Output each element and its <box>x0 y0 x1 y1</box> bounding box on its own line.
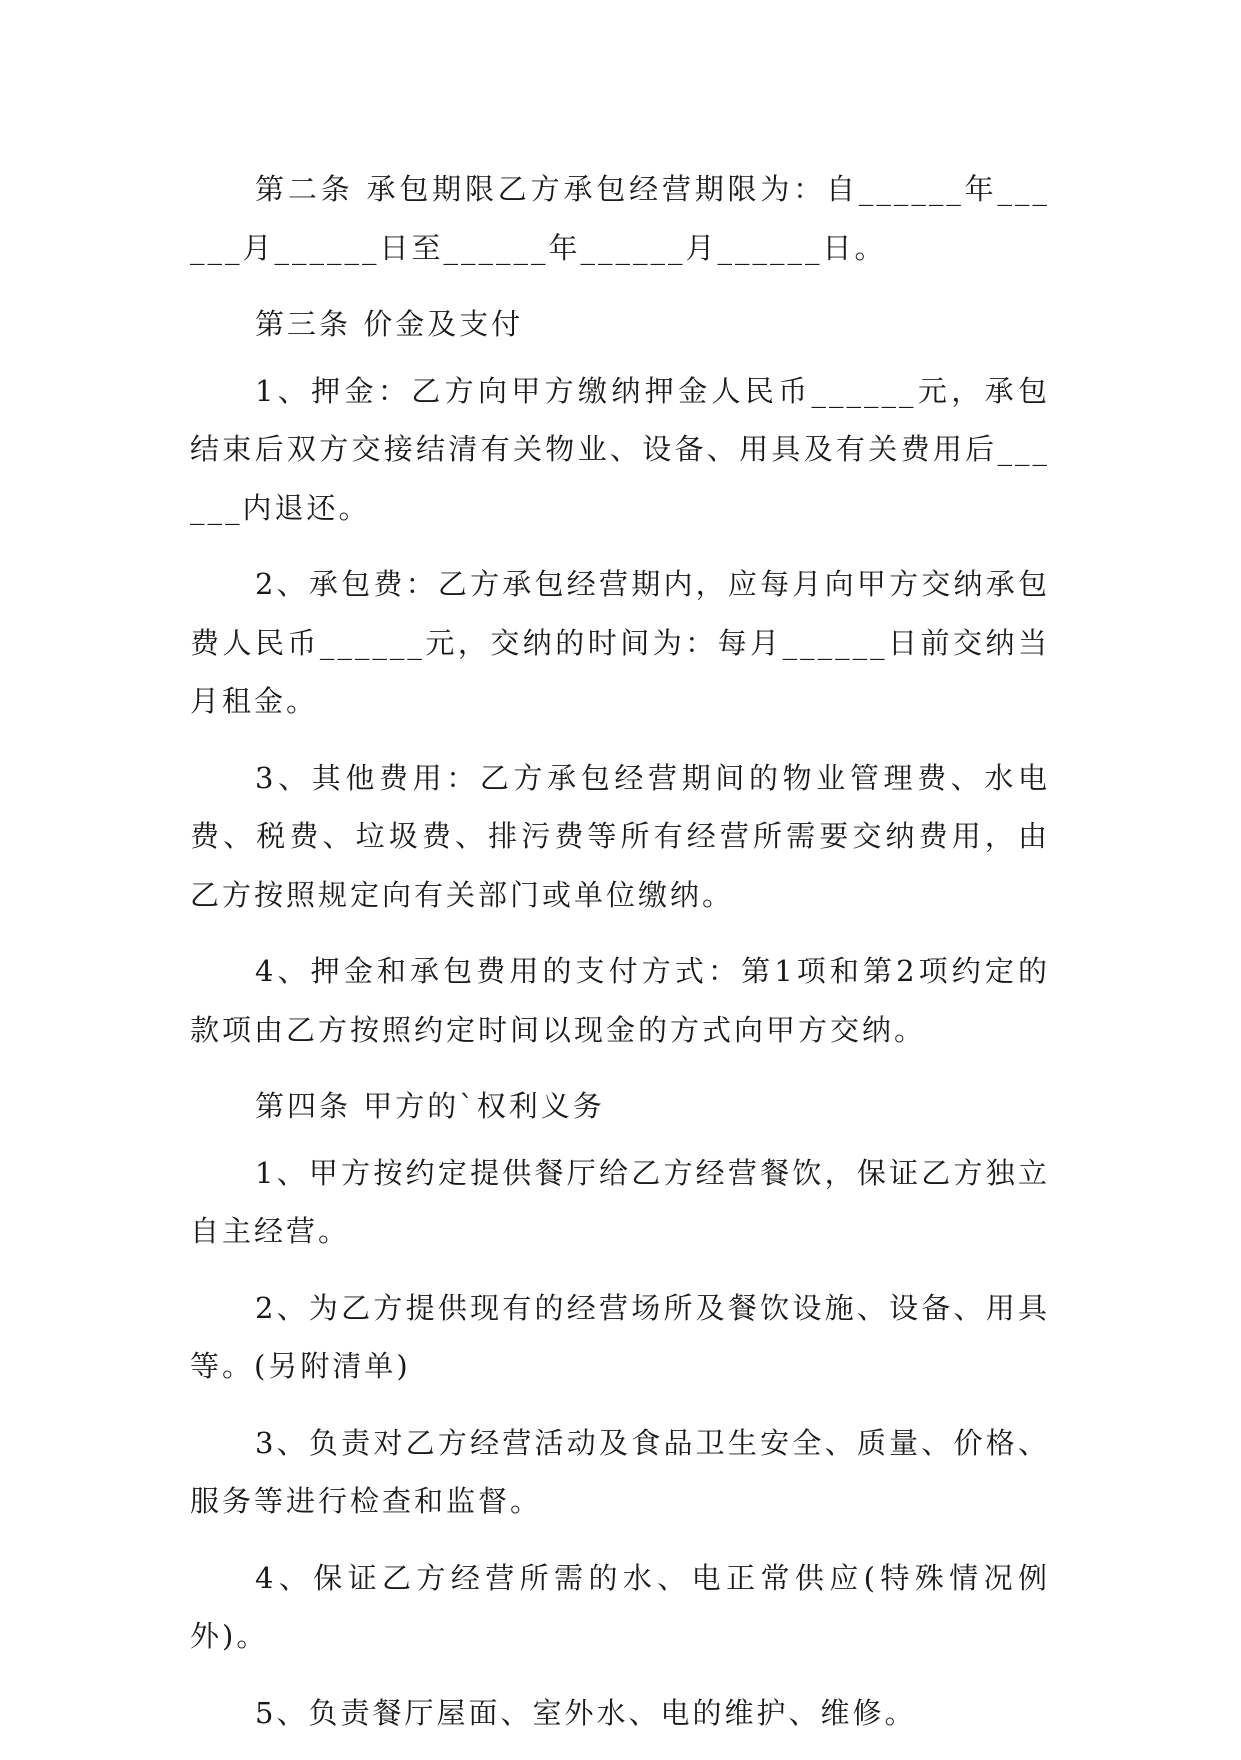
article-4-item-5: 5、负责餐厅屋面、室外水、电的维护、维修。 <box>255 1695 917 1730</box>
article-4-item-1: 1、甲方按约定提供餐厅给乙方经营餐饮，保证乙方独立自主经营。 <box>190 1155 1050 1248</box>
article-4-item-4: 4、保证乙方经营所需的水、电正常供应(特殊情况例外)。 <box>190 1560 1050 1653</box>
article-4-item-3: 3、负责对乙方经营活动及食品卫生安全、质量、价格、服务等进行检查和监督。 <box>190 1425 1050 1518</box>
document-body <box>190 160 1050 1760</box>
article-4-heading: 第四条 甲方的`权利义务 <box>255 1089 605 1123</box>
article-4-item-2: 2、为乙方提供现有的经营场所及餐饮设施、设备、用具等。(另附清单) <box>190 1290 1050 1383</box>
article-3-item-1-deposit: 1、押金：乙方向甲方缴纳押金人民币______元，承包结束后双方交接结清有关物业、设备、用具及有关费用后______内退还。 <box>190 373 1050 525</box>
article-3-item-3-other-fees: 3、其他费用：乙方承包经营期间的物业管理费、水电费、税费、垃圾费、排污费等所有经营所需要交纳费用，由乙方按照规定向有关部门或单位缴纳。 <box>190 760 1050 912</box>
article-2-term: 第二条 承包期限乙方承包经营期限为：自______年______月______日至______年______月______日。 <box>190 172 1050 265</box>
article-3-heading: 第三条 价金及支付 <box>255 307 524 341</box>
article-3-item-2-contract-fee: 2、承包费：乙方承包经营期内，应每月向甲方交纳承包费人民币______元，交纳的时间为：每月______日前交纳当月租金。 <box>190 567 1050 718</box>
article-3-item-4-payment-method: 4、押金和承包费用的支付方式：第1项和第2项约定的款项由乙方按照约定时间以现金的方式向甲方交纳。 <box>190 954 1050 1047</box>
